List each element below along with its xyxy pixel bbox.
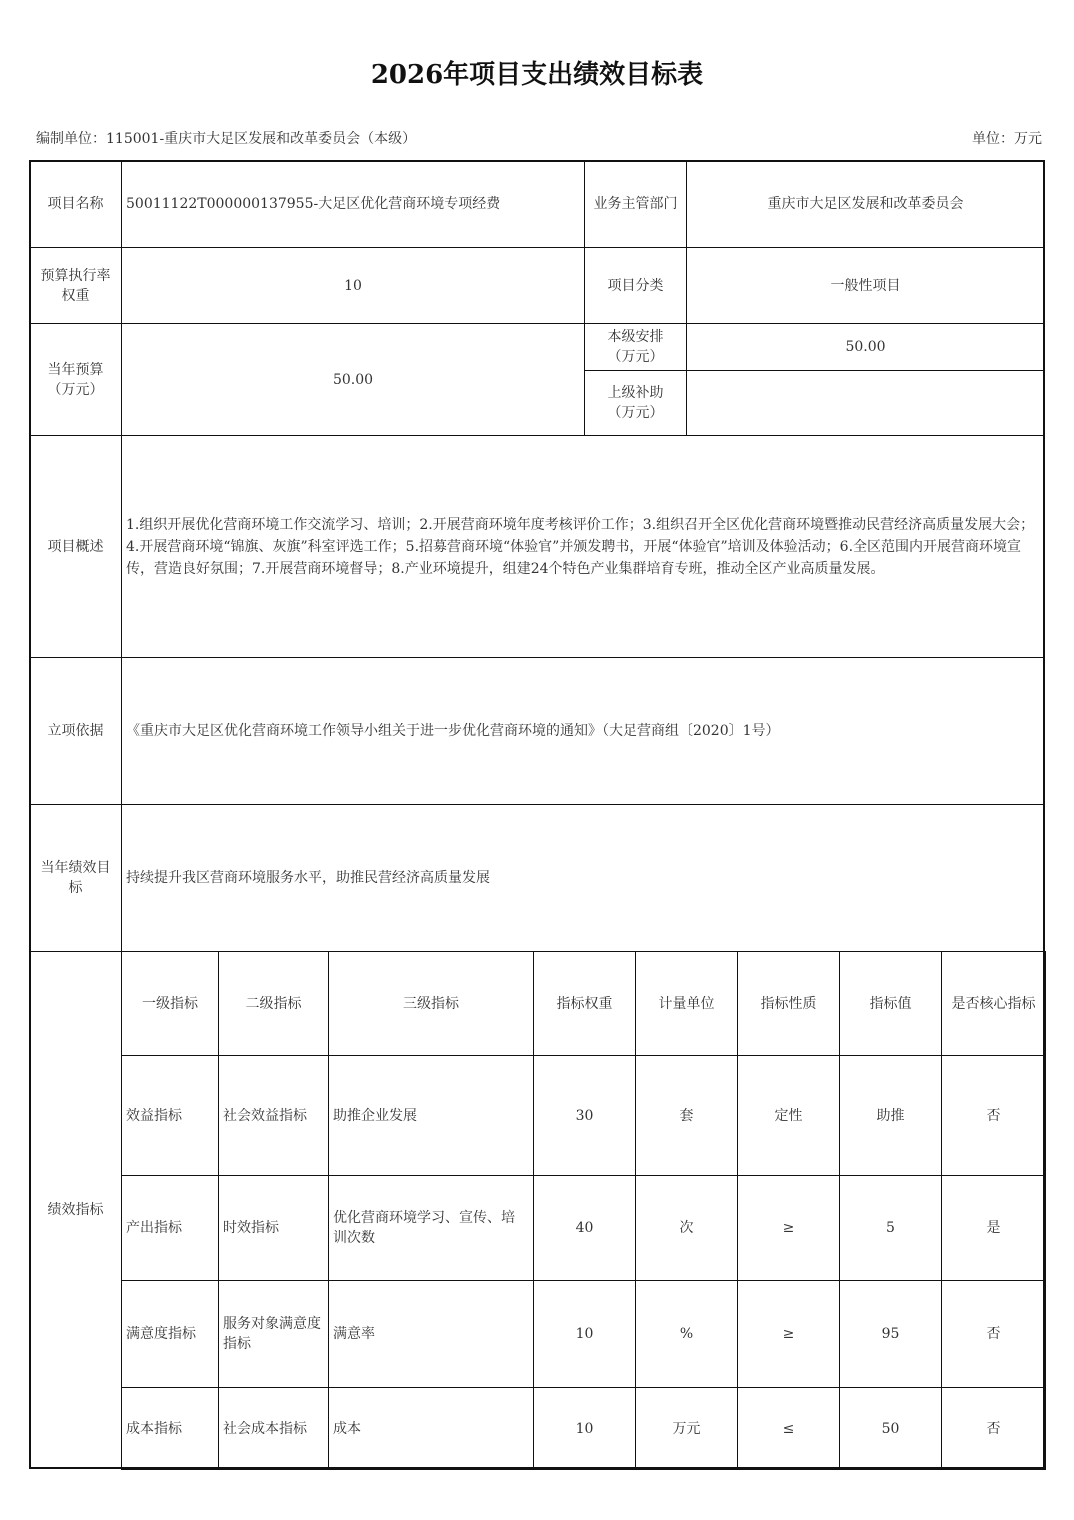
overview-value: 1.组织开展优化营商环境工作交流学习、培训；2.开展营商环境年度考核评价工作；3.组织召开全区优化营商环境暨推动民营经济高质量发展大会；4.开展营商环境“锦旗、灰旗”科室评选工作；5.招募营商环境“体验官”并颁发聘书，开展“体验官”培训及体验活动；6.全区范围内开展营商环境宣传，营造良好氛围；7.开展营商环境督导；8.产业环境提升，组建24个特色产业集群培育专班，推动全区产业高质量发展。 xyxy=(121,435,1045,658)
compiling-unit-label: 编制单位： xyxy=(36,131,106,147)
indicator-header-core: 是否核心指标 xyxy=(941,951,1046,1056)
overview-label: 项目概述 xyxy=(29,435,122,658)
basis-label: 立项依据 xyxy=(29,657,122,805)
upper-subsidy-label: 上级补助（万元） xyxy=(584,370,687,436)
indicator-cell-nature: ≥ xyxy=(737,1280,840,1388)
indicator-cell-value: 5 xyxy=(839,1175,942,1281)
indicator-cell-level3: 优化营商环境学习、宣传、培训次数 xyxy=(328,1175,534,1281)
indicator-cell-core: 否 xyxy=(941,1055,1046,1176)
indicator-cell-level3: 助推企业发展 xyxy=(328,1055,534,1176)
indicator-cell-level1: 效益指标 xyxy=(121,1055,219,1176)
indicator-header-level1: 一级指标 xyxy=(121,951,219,1056)
indicator-cell-value: 助推 xyxy=(839,1055,942,1176)
page-title: 2026年项目支出绩效目标表 xyxy=(370,60,704,90)
indicator-header-level3: 三级指标 xyxy=(328,951,534,1056)
local-arrangement-label: 本级安排（万元） xyxy=(584,323,687,371)
indicator-header-weight: 指标权重 xyxy=(533,951,636,1056)
project-name-value: 50011122T000000137955-大足区优化营商环境专项经费 xyxy=(121,160,585,248)
indicator-header-level2: 二级指标 xyxy=(218,951,329,1056)
upper-subsidy-value xyxy=(686,370,1045,436)
indicator-cell-nature: ≤ xyxy=(737,1387,840,1470)
goal-label: 当年绩效目标 xyxy=(29,804,122,952)
dept-value: 重庆市大足区发展和改革委员会 xyxy=(686,160,1045,248)
indicator-header-unit: 计量单位 xyxy=(635,951,738,1056)
exec-weight-value: 10 xyxy=(121,247,585,324)
indicator-cell-level2: 社会效益指标 xyxy=(218,1055,329,1176)
exec-weight-label: 预算执行率权重 xyxy=(29,247,122,324)
indicator-cell-unit: 套 xyxy=(635,1055,738,1176)
indicator-header-nature: 指标性质 xyxy=(737,951,840,1056)
budget-value: 50.00 xyxy=(121,323,585,436)
compiling-unit-value: 115001-重庆市大足区发展和改革委员会（本级） xyxy=(106,131,417,147)
goal-value: 持续提升我区营商环境服务水平，助推民营经济高质量发展 xyxy=(121,804,1045,952)
indicator-cell-value: 50 xyxy=(839,1387,942,1470)
indicator-cell-weight: 40 xyxy=(533,1175,636,1281)
indicator-cell-level2: 服务对象满意度指标 xyxy=(218,1280,329,1388)
indicator-cell-level3: 满意率 xyxy=(328,1280,534,1388)
indicators-section-label: 绩效指标 xyxy=(29,951,122,1469)
indicator-header-value: 指标值 xyxy=(839,951,942,1056)
category-label: 项目分类 xyxy=(584,247,687,324)
basis-value: 《重庆市大足区优化营商环境工作领导小组关于进一步优化营商环境的通知》（大足营商组〔2020〕1号） xyxy=(121,657,1045,805)
indicator-cell-level3: 成本 xyxy=(328,1387,534,1470)
indicator-cell-weight: 10 xyxy=(533,1280,636,1388)
local-arrangement-value: 50.00 xyxy=(686,323,1045,371)
indicator-cell-weight: 10 xyxy=(533,1387,636,1470)
indicator-cell-unit: 次 xyxy=(635,1175,738,1281)
compiling-unit xyxy=(36,128,416,148)
indicator-cell-core: 否 xyxy=(941,1387,1046,1470)
indicator-cell-core: 否 xyxy=(941,1280,1046,1388)
indicator-cell-weight: 30 xyxy=(533,1055,636,1176)
category-value: 一般性项目 xyxy=(686,247,1045,324)
indicator-cell-unit: 万元 xyxy=(635,1387,738,1470)
currency-unit: 单位：万元 xyxy=(972,131,1042,147)
indicator-cell-core: 是 xyxy=(941,1175,1046,1281)
indicator-cell-level2: 社会成本指标 xyxy=(218,1387,329,1470)
indicator-cell-unit: % xyxy=(635,1280,738,1388)
indicator-cell-level2: 时效指标 xyxy=(218,1175,329,1281)
indicator-cell-level1: 满意度指标 xyxy=(121,1280,219,1388)
indicator-cell-value: 95 xyxy=(839,1280,942,1388)
indicator-cell-level1: 成本指标 xyxy=(121,1387,219,1470)
dept-label: 业务主管部门 xyxy=(584,160,687,248)
indicator-cell-nature: 定性 xyxy=(737,1055,840,1176)
project-name-label: 项目名称 xyxy=(29,160,122,248)
indicator-cell-level1: 产出指标 xyxy=(121,1175,219,1281)
budget-label: 当年预算（万元） xyxy=(29,323,122,436)
indicator-cell-nature: ≥ xyxy=(737,1175,840,1281)
